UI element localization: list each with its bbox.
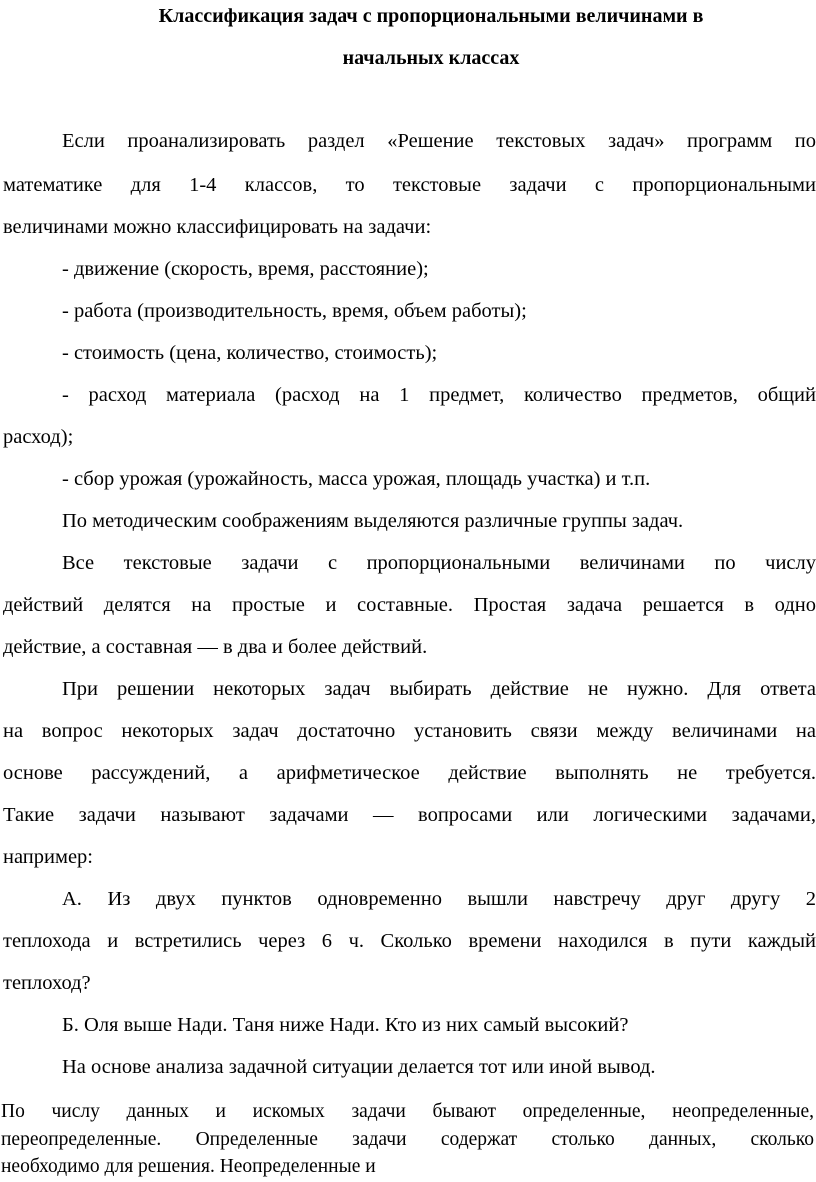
text-line: расход); xyxy=(3,426,74,448)
text-line: основе рассуждений, а арифметическое действие выполнять не требуется. xyxy=(3,762,816,784)
text-line: Такие задачи называют задачами — вопросами или логическими задачами, xyxy=(3,804,816,826)
text-line: действие, а составная — в два и более действий. xyxy=(3,636,428,658)
text-line: На основе анализа задачной ситуации делается тот или иной вывод. xyxy=(62,1056,656,1078)
text-line: переопределенные. Определенные задачи содержат столько данных, сколько xyxy=(1,1129,814,1150)
text-line: например: xyxy=(3,846,94,868)
text-line: Все текстовые задачи с пропорциональными величинами по числу xyxy=(62,552,816,574)
example-line: теплохода и встретились через 6 ч. Сколько времени находился в пути каждый xyxy=(3,930,816,952)
text-line: действий делятся на простые и составные. Простая задача решается в одно xyxy=(3,594,816,616)
text-line: величинами можно классифицировать на задачи: xyxy=(3,216,432,238)
text-line: на вопрос некоторых задач достаточно установить связи между величинами на xyxy=(3,720,816,742)
text-line: По методическим соображениям выделяются различные группы задач. xyxy=(62,510,684,532)
example-line: Б. Оля выше Нади. Таня ниже Нади. Кто из них самый высокий? xyxy=(62,1014,629,1036)
list-item: - движение (скорость, время, расстояние); xyxy=(62,258,429,280)
example-line: А. Из двух пунктов одновременно вышли навстречу друг другу 2 xyxy=(62,888,816,910)
text-line: необходимо для решения. Неопределенные и xyxy=(1,1156,376,1177)
text-line: математике для 1-4 классов, то текстовые задачи с пропорциональными xyxy=(3,174,816,196)
list-item: - стоимость (цена, количество, стоимость); xyxy=(62,342,438,364)
example-line: теплоход? xyxy=(3,972,91,994)
list-item: - сбор урожая (урожайность, масса урожая, площадь участка) и т.п. xyxy=(62,468,651,490)
list-item: - расход материала (расход на 1 предмет, количество предметов, общий xyxy=(62,384,816,406)
document-title-line-1: Классификация задач с пропорциональными величинами в xyxy=(158,5,704,27)
text-line: Если проанализировать раздел «Решение текстовых задач» программ по xyxy=(62,130,816,152)
list-item: - работа (производительность, время, объем работы); xyxy=(62,300,527,322)
document-title-line-2: начальных классах xyxy=(342,47,520,69)
text-line: При решении некоторых задач выбирать действие не нужно. Для ответа xyxy=(62,678,816,700)
text-line: По числу данных и искомых задачи бывают определенные, неопределенные, xyxy=(1,1101,814,1122)
